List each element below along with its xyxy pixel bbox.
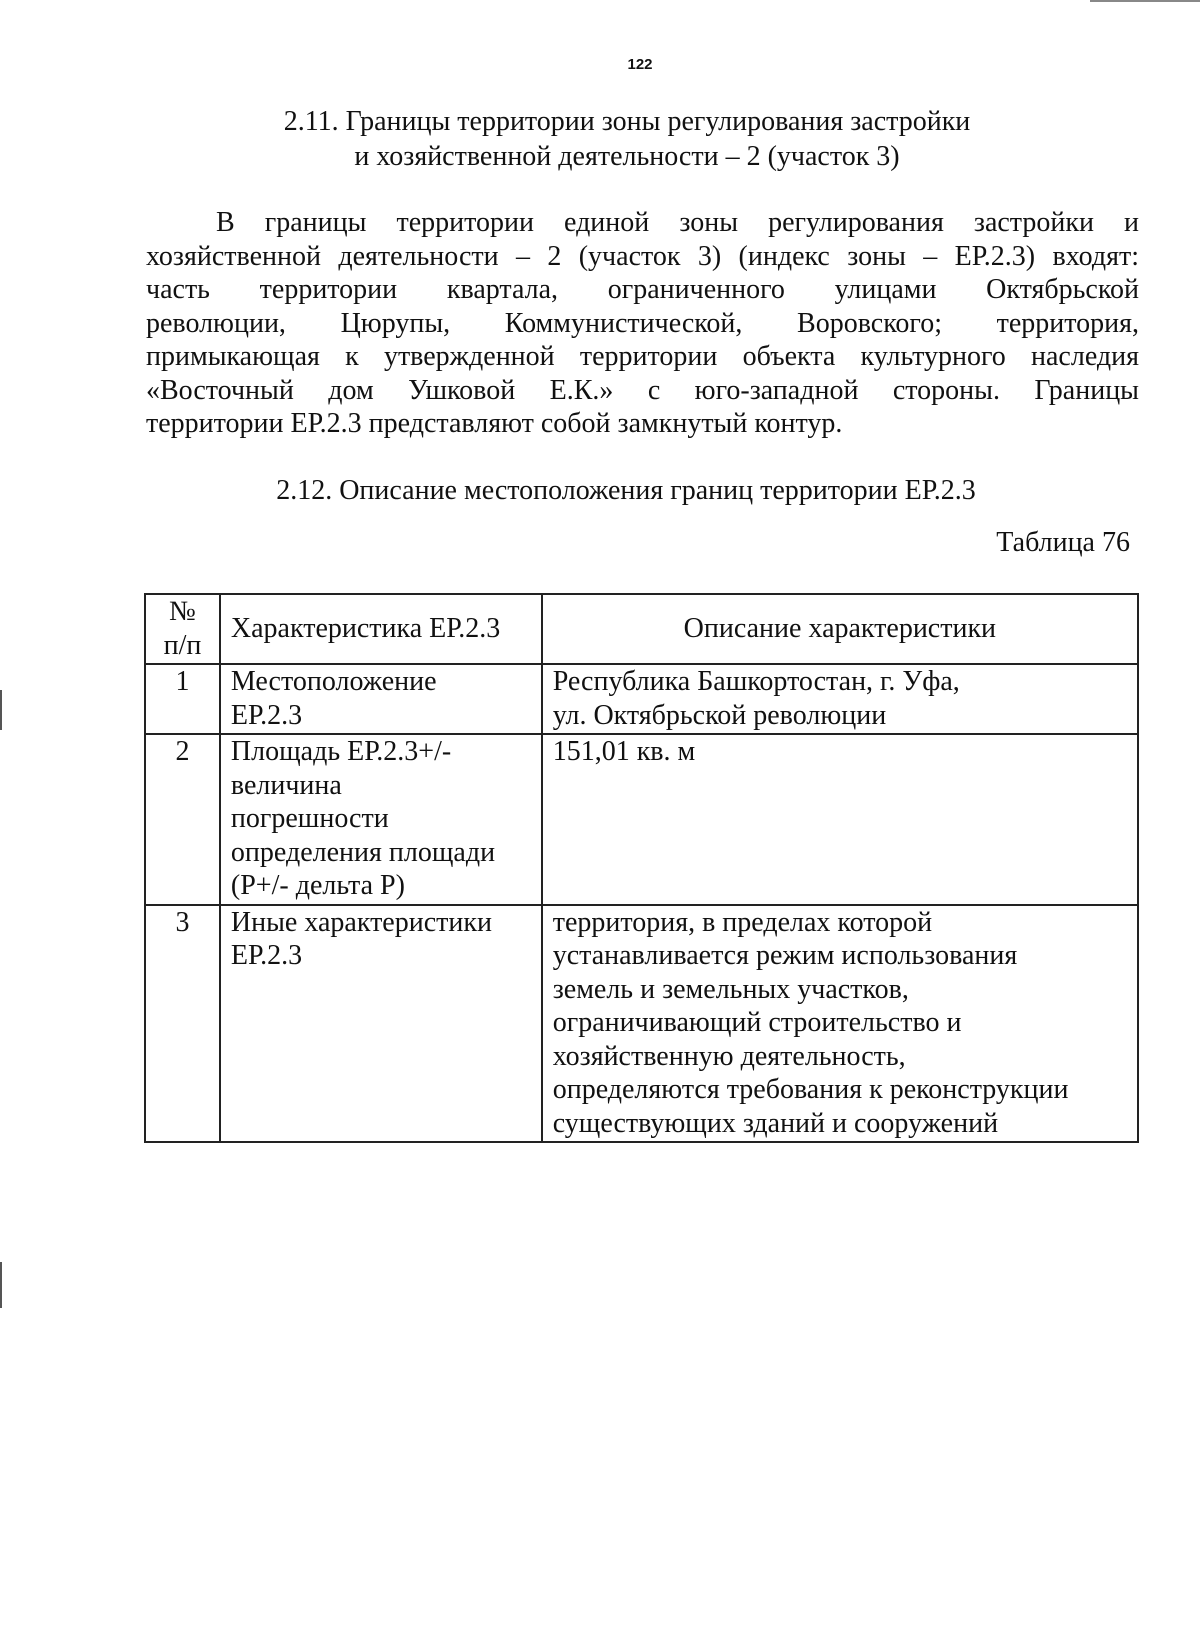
cell-num: 1 [145, 664, 220, 734]
header-characteristic: Характеристика ЕР.2.3 [220, 594, 542, 664]
cell-characteristic: Иные характеристики ЕР.2.3 [220, 905, 542, 1143]
cell-description: территория, в пределах которой устанавливается режим использования земель и земельных участков, ограничивающий строительство и хозяйственную деятельность, определяются требования к реконструкции существующих зданий и сооружений [542, 905, 1138, 1143]
heading-line: и хозяйственной деятельности – 2 (участок 3) [354, 141, 900, 172]
scan-edge-line [1090, 0, 1200, 2]
table-row [145, 905, 1138, 1143]
scan-margin-mark [0, 690, 2, 730]
cell-characteristic: Площадь ЕР.2.3+/- величина погрешности определения площади (Р+/- дельта Р) [220, 734, 542, 905]
header-description: Описание характеристики [542, 594, 1138, 664]
header-num: № п/п [145, 594, 220, 664]
paragraph-line: территории ЕР.2.3 представляют собой замкнутый контур. [146, 408, 843, 439]
table-header-row [145, 594, 1138, 664]
cell-characteristic: Местоположение ЕР.2.3 [220, 664, 542, 734]
table-caption: Таблица 76 [996, 527, 1130, 558]
section-heading-2-12: 2.12. Описание местоположения границ территории ЕР.2.3 [276, 475, 976, 506]
paragraph-line: примыкающая к утвержденной территории объекта культурного наследия [146, 341, 1139, 372]
heading-line: 2.11. Границы территории зоны регулирования застройки [283, 106, 971, 137]
table-row [145, 664, 1138, 734]
page-number: 122 [627, 56, 653, 73]
cell-num: 2 [145, 734, 220, 905]
table-row [145, 734, 1138, 905]
section-heading-2-11 [0, 104, 1200, 174]
paragraph-line: революции, Цюрупы, Коммунистической, Воровского; территория, [146, 307, 1139, 339]
paragraph-line: В границы территории единой зоны регулирования застройки и [216, 207, 1139, 238]
paragraph-line: хозяйственной деятельности – 2 (участок 3) (индекс зоны – ЕР.2.3) входят: [146, 240, 1139, 272]
scan-margin-mark [0, 1262, 2, 1308]
cell-description: 151,01 кв. м [542, 734, 1138, 905]
characteristics-table [144, 593, 1139, 1143]
paragraph-line: часть территории квартала, ограниченного улицами Октябрьской [146, 274, 1139, 305]
body-paragraph [146, 206, 1139, 441]
cell-num: 3 [145, 905, 220, 1143]
cell-description: Республика Башкортостан, г. Уфа, ул. Октябрьской революции [542, 664, 1138, 734]
paragraph-line: «Восточный дом Ушковой Е.К.» с юго-западной стороны. Границы [146, 374, 1139, 406]
